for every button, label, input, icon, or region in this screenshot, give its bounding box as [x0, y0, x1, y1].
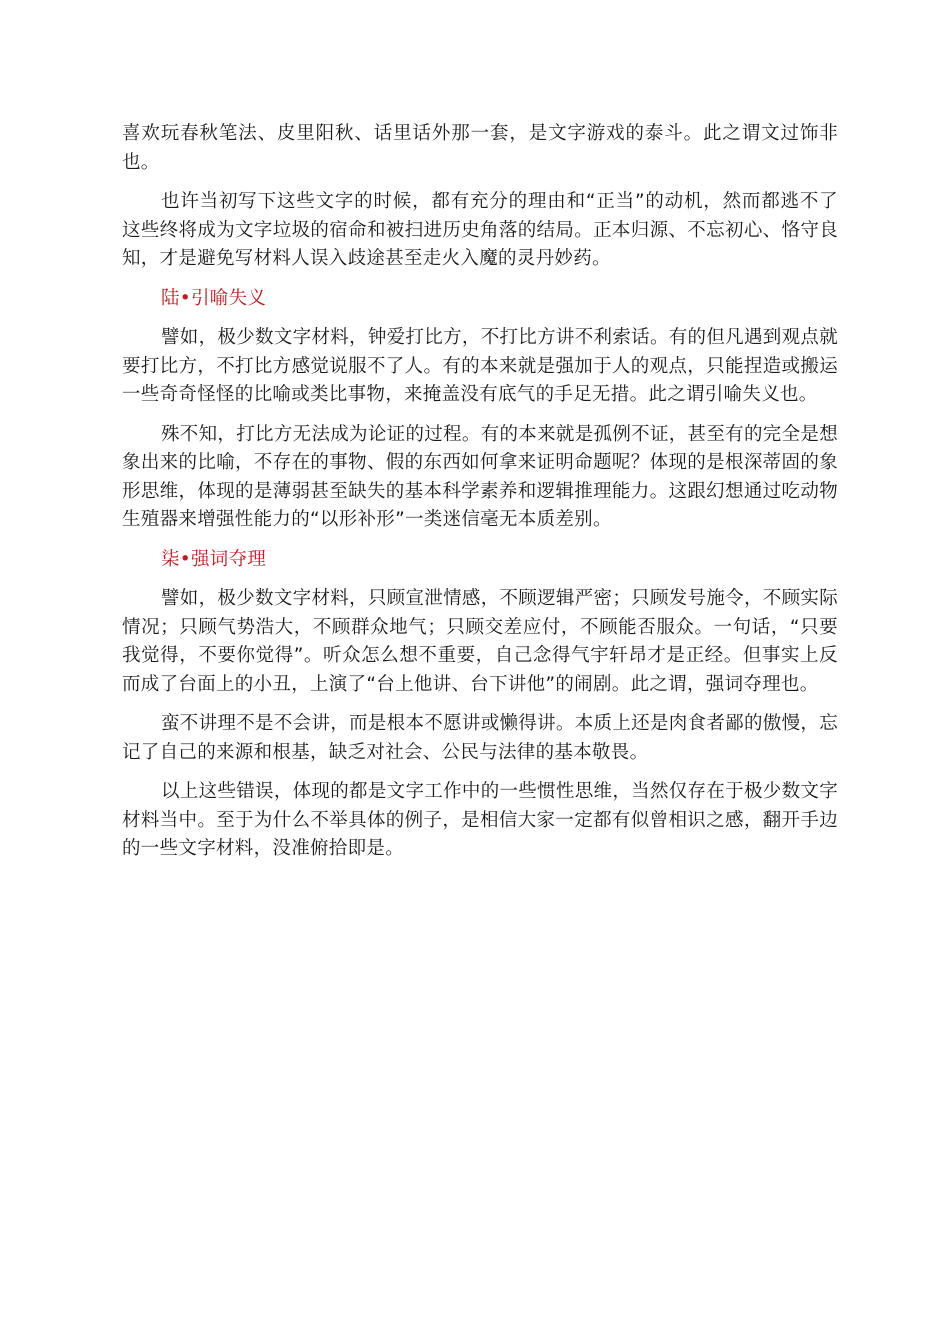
paragraph-1: 喜欢玩春秋笔法、皮里阳秋、话里话外那一套，是文字游戏的泰斗。此之谓文过饰非也。	[122, 123, 838, 173]
paragraph-4: 殊不知，打比方无法成为论证的过程。有的本来就是孤例不证，甚至有的完全是想象出来的比喻，不存在的事物、假的东西如何拿来证明命题呢？体现的是根深蒂固的象形思维，体现的是薄弱甚至缺失的基本科学素养和逻辑推理能力。这跟幻想通过吃动物生殖器来增强性能力的“以形补形”一类迷信毫无本质差别。	[122, 423, 838, 530]
paragraph-7: 以上这些错误，体现的都是文字工作中的一些惯性思维，当然仅存在于极少数文字材料当中。至于为什么不举具体的例子，是相信大家一定都有似曾相识之感，翻开手边的一些文字材料，没准俯拾即是。	[122, 781, 838, 859]
section-heading-7: 柒•强词夺理	[161, 548, 267, 570]
paragraph-2: 也许当初写下这些文字的时候，都有充分的理由和“正当”的动机，然而都逃不了这些终将成为文字垃圾的宿命和被扫进历史角落的结局。正本归源、不忘初心、恪守良知，才是避免写材料人误入歧途甚至走火入魔的灵丹妙药。	[122, 191, 838, 269]
document-body	[122, 120, 838, 875]
paragraph-3: 譬如，极少数文字材料，钟爱打比方，不打比方讲不利索话。有的但凡遇到观点就要打比方，不打比方感觉说服不了人。有的本来就是强加于人的观点，只能捏造或搬运一些奇奇怪怪的比喻或类比事物，来掩盖没有底气的手足无措。此之谓引喻失义也。	[122, 327, 838, 405]
section-heading-6: 陆•引喻失义	[161, 287, 267, 309]
paragraph-5: 譬如，极少数文字材料，只顾宣泄情感，不顾逻辑严密；只顾发号施令，不顾实际情况；只顾气势浩大，不顾群众地气；只顾交差应付，不顾能否服众。一句话，“只要我觉得，不要你觉得”。听众怎么想不重要，自己念得气宇轩昂才是正经。但事实上反而成了台面上的小丑，上演了“台上他讲、台下讲他”的闹剧。此之谓，强词夺理也。	[122, 588, 838, 695]
paragraph-6: 蛮不讲理不是不会讲，而是根本不愿讲或懒得讲。本质上还是肉食者鄙的傲慢，忘记了自己的来源和根基，缺乏对社会、公民与法律的基本敬畏。	[122, 713, 838, 763]
